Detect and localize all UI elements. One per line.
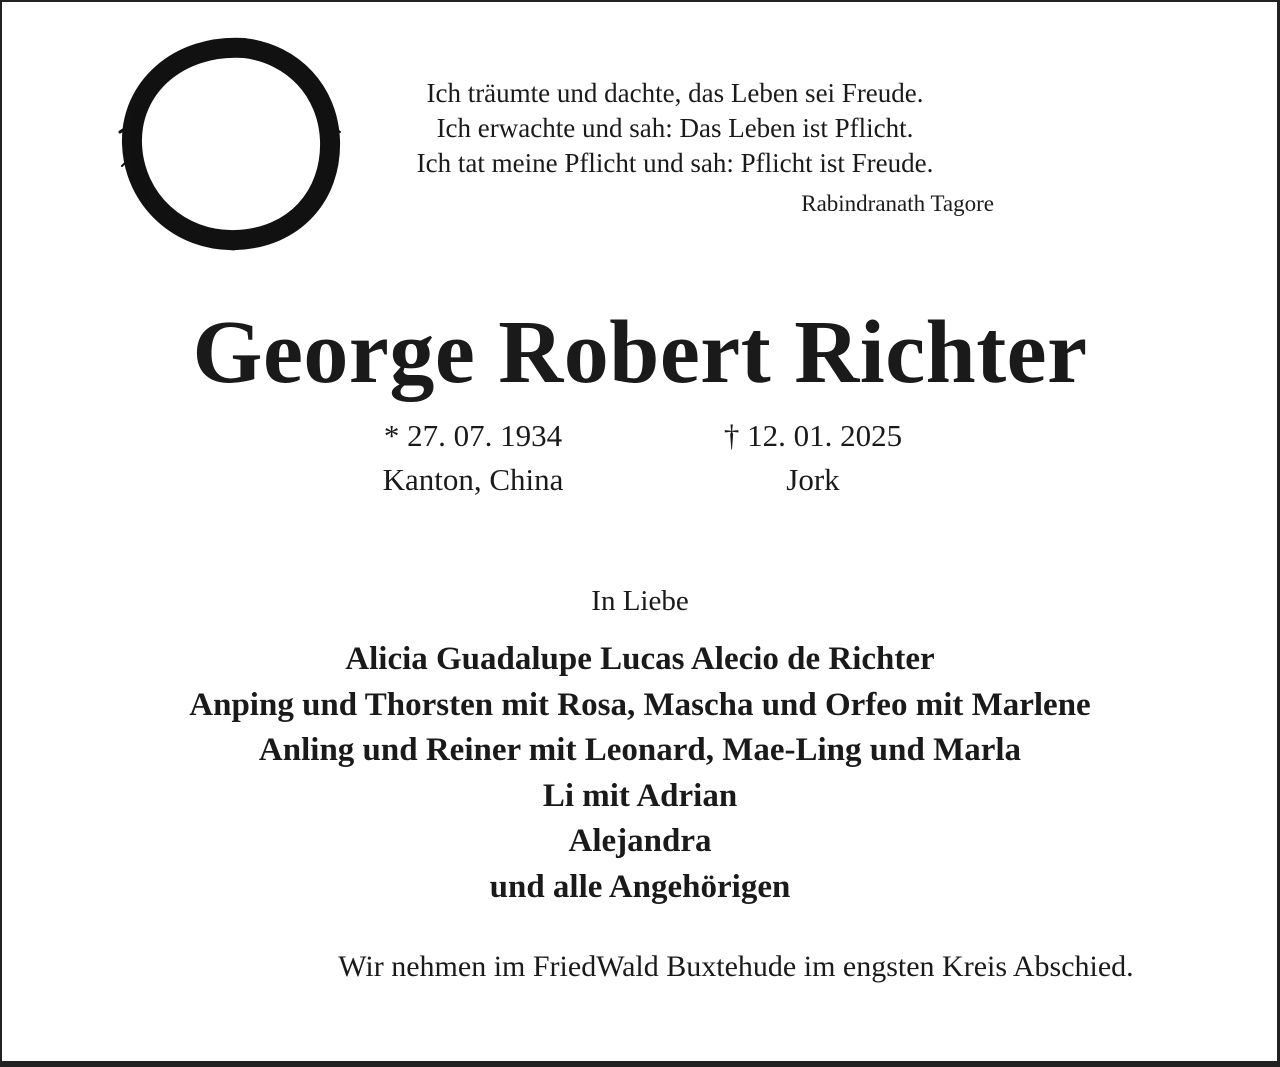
death-info [670, 414, 956, 502]
birth-date: * 27. 07. 1934 [383, 418, 563, 453]
farewell-text: Wir nehmen im FriedWald Buxtehude im engsten Kreis Abschied. [338, 950, 1134, 983]
mourner-line: und alle Angehörigen [489, 868, 791, 905]
death-date: † 12. 01. 2025 [723, 418, 903, 453]
birth-info [330, 414, 616, 502]
quote-line: Ich tat meine Pflicht und sah: Pflicht ist Freude. [416, 148, 934, 178]
quote-line: Ich erwachte und sah: Das Leben ist Pflicht. [436, 113, 914, 143]
enso-circle-icon [118, 36, 346, 252]
in-love-heading: In Liebe [591, 585, 689, 617]
mourner-line: Alejandra [568, 823, 712, 859]
quote-author: Rabindranath Tagore [801, 191, 994, 216]
mourner-line: Anling und Reiner mit Leonard, Mae-Ling und Marla [258, 732, 1022, 768]
birth-place: Kanton, China [382, 462, 564, 497]
mourner-line: Alicia Guadalupe Lucas Alecio de Richter [345, 641, 935, 677]
mourners-list [0, 637, 1280, 910]
quote-text [360, 76, 990, 181]
mourner-line: Li mit Adrian [542, 777, 738, 814]
mourner-line: Anping und Thorsten mit Rosa, Mascha und Orfeo mit Marlene [189, 686, 1091, 723]
death-place: Jork [786, 462, 840, 497]
deceased-name: George Robert Richter [192, 303, 1088, 402]
quote-line: Ich träumte und dachte, das Leben sei Freude. [426, 78, 924, 108]
